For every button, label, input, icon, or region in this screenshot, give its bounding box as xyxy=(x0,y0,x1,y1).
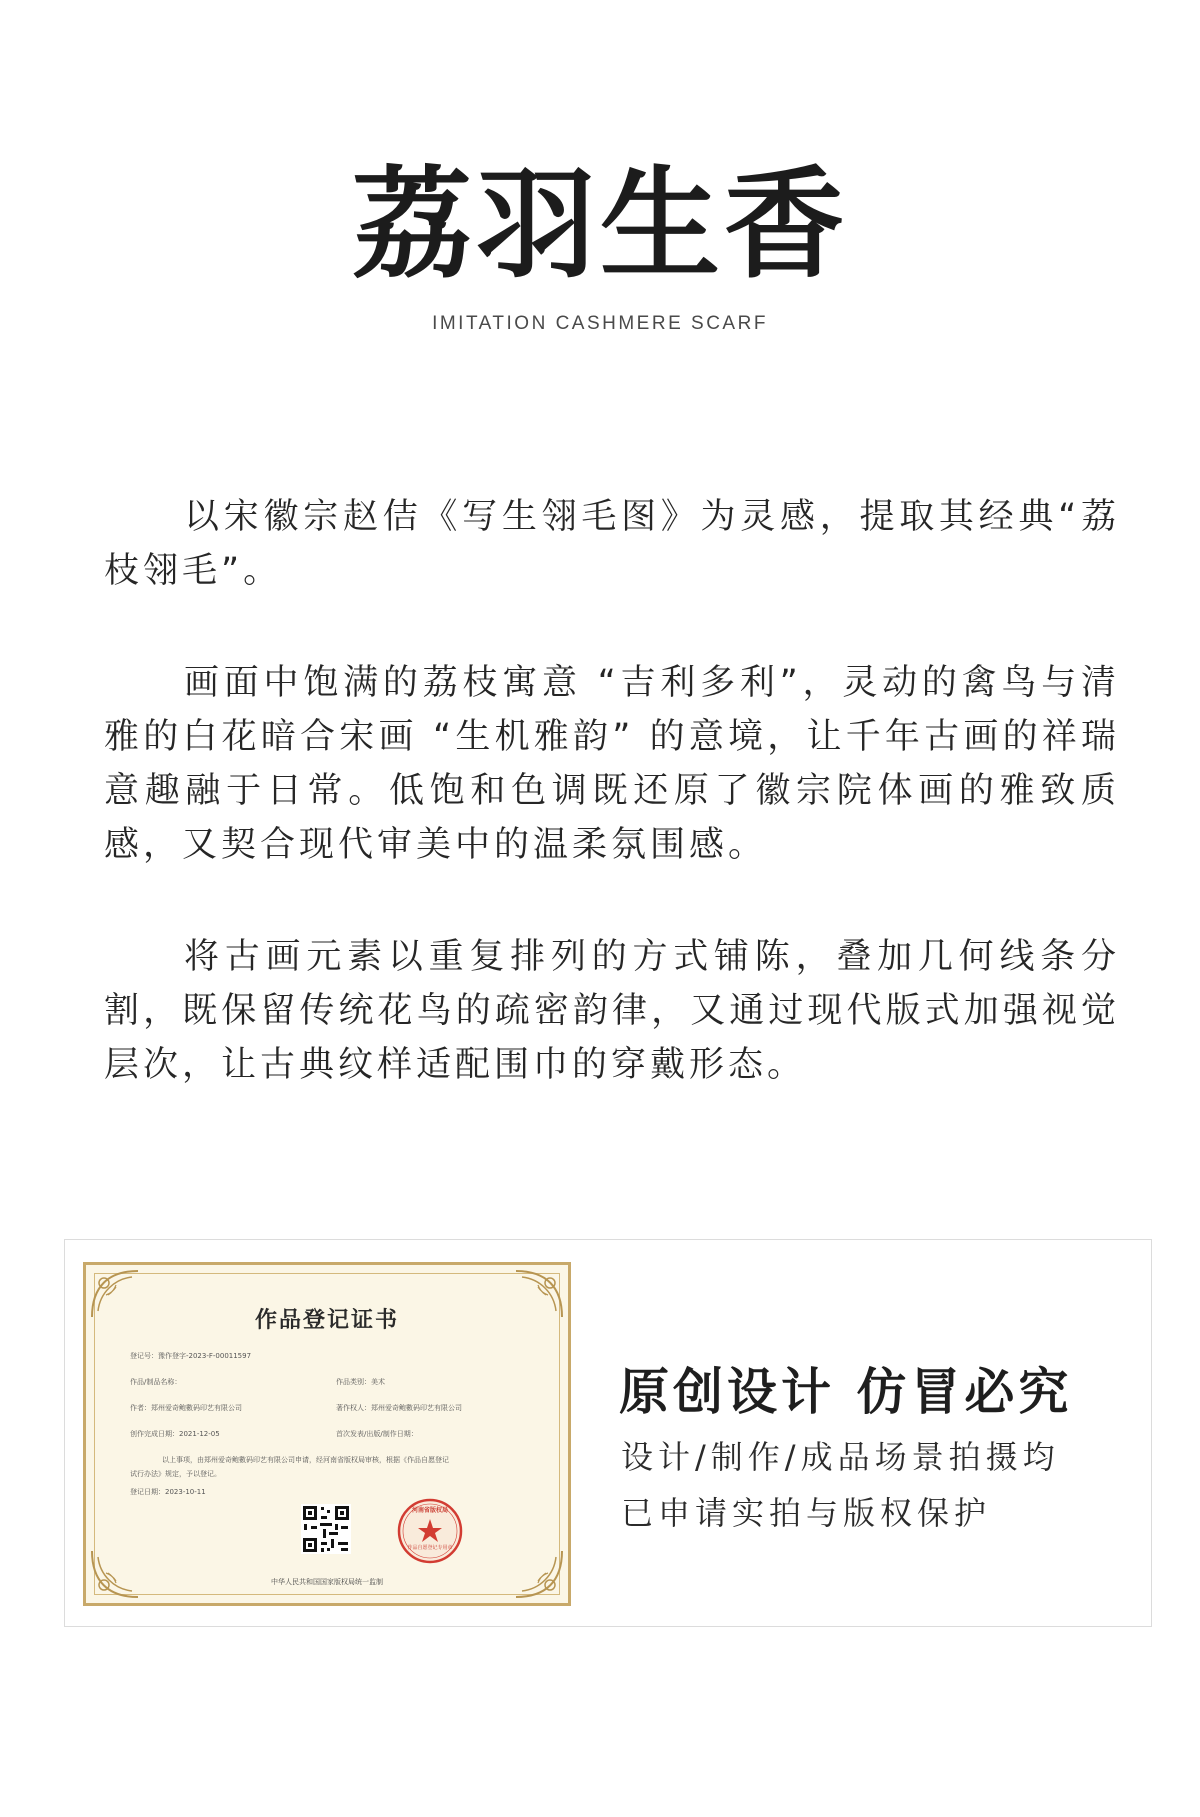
corner-ornament-icon xyxy=(88,1547,142,1601)
certificate-work-name: 作品/制品名称： xyxy=(130,1378,182,1386)
original-design-title: 原创设计 仿冒必究 xyxy=(619,1363,1073,1421)
certificate-footer: 中华人民共和国国家版权局统一监制 xyxy=(271,1578,383,1586)
original-design-line1: 设计/制作/成品场景拍摄均 xyxy=(621,1438,1060,1476)
seal-top-text: 河南省版权局 xyxy=(411,1507,448,1514)
certificate-created: 创作完成日期：2021-12-05 xyxy=(130,1430,220,1438)
certificate-body-line1: 以上事项，由郑州爱奇鲍數码印艺有限公司申请，经河南省版权局审核，根据《作品自愿登记 xyxy=(162,1456,449,1464)
certificate-owner: 著作权人：郑州爱奇鲍數码印艺有限公司 xyxy=(336,1404,462,1412)
certificate-image xyxy=(83,1262,571,1606)
certificate-work-type: 作品类别：美术 xyxy=(336,1378,385,1386)
certificate-body-line2: 试行办法》规定，予以登记。 xyxy=(130,1470,221,1478)
page-subtitle: IMITATION CASHMERE SCARF xyxy=(432,313,768,334)
certificate-reg-no: 登记号：豫作登字-2023-F-00011597 xyxy=(130,1352,252,1360)
certificate-title: 作品登记证书 xyxy=(254,1307,399,1333)
copyright-section xyxy=(64,1239,1152,1627)
qr-code-icon xyxy=(301,1504,351,1554)
original-design-line2: 已申请实拍与版权保护 xyxy=(621,1494,992,1532)
intro-paragraph: 以宋徽宗赵佶《写生翎毛图》为灵感，提取其经典“荔枝翎毛”。 xyxy=(104,497,1120,591)
corner-ornament-icon xyxy=(512,1547,566,1601)
official-seal xyxy=(396,1497,464,1565)
page-title: 荔羽生香 xyxy=(352,154,848,295)
certificate-reg-date: 登记日期：2023-10-11 xyxy=(130,1488,206,1496)
certificate-published: 首次发表/出版/制作日期： xyxy=(336,1430,418,1438)
seal-bottom-text: 作品自愿登记专用章 xyxy=(407,1545,453,1551)
certificate-author: 作者：郑州爱奇鲍數码印艺有限公司 xyxy=(130,1404,242,1412)
meaning-paragraph: 画面中饱满的荔枝寓意 “吉利多利”，灵动的禽鸟与清雅的白花暗合宋画 “生机雅韵” 的意境，让千年古画的祥瑞意趣融于日常。低饱和色调既还原了徽宗院体画的雅致质感，又契合现代审美中的温柔氛围感。 xyxy=(104,663,1120,865)
design-paragraph: 将古画元素以重复排列的方式铺陈，叠加几何线条分割，既保留传统花鸟的疏密韵律，又通过现代版式加强视觉层次，让古典纹样适配围巾的穿戴形态。 xyxy=(104,937,1120,1085)
